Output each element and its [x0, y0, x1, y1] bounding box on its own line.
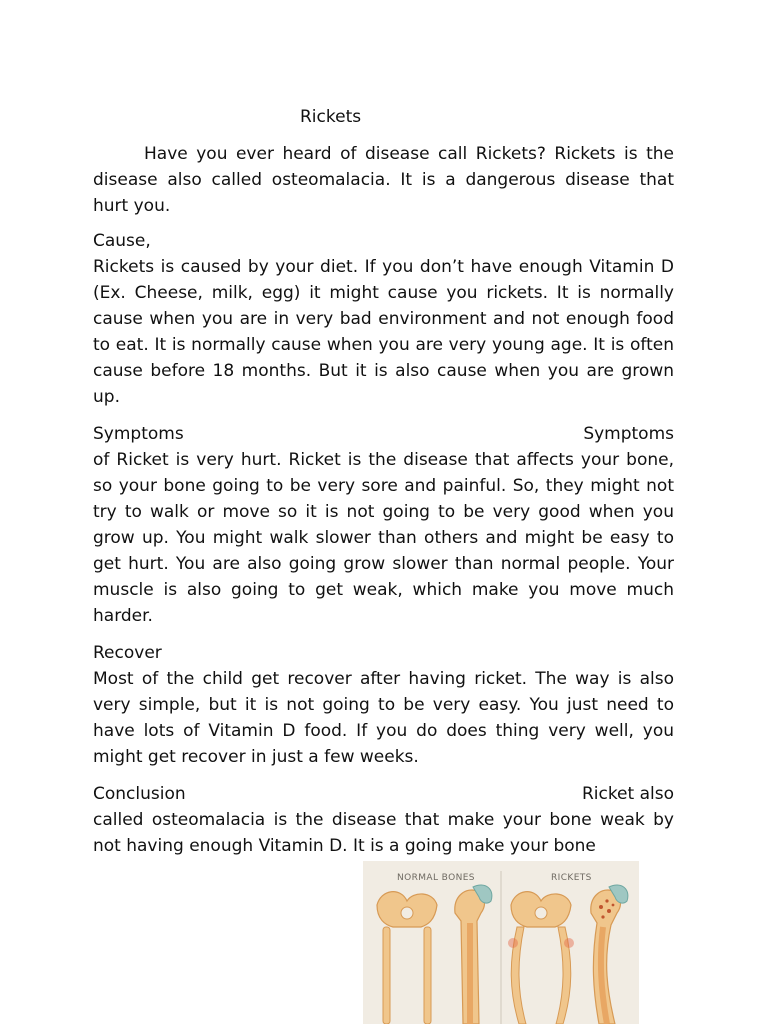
symptoms-lead-word: Symptoms — [583, 424, 674, 444]
symptoms-heading-line — [93, 421, 674, 447]
rickets-label: RICKETS — [551, 873, 592, 883]
conclusion-lead-words: Ricket also — [581, 784, 674, 804]
conclusion-heading-line — [93, 781, 674, 807]
rickets-skeleton-icon — [508, 892, 574, 1024]
symptoms-heading: Symptoms — [93, 424, 184, 444]
recover-heading: Recover — [93, 643, 162, 663]
conclusion-paragraph: called osteomalacia is the disease that make your bone weak by not having enough Vitamin D. It is a going make your bone — [93, 810, 674, 856]
rickets-femur-icon — [591, 885, 628, 1024]
normal-bones-label: NORMAL BONES — [397, 873, 475, 883]
normal-skeleton-icon — [377, 892, 437, 1024]
document-title: Rickets — [300, 107, 362, 127]
conclusion-heading: Conclusion — [93, 784, 186, 804]
recover-paragraph: Most of the child get recover after having ricket. The way is also very simple, but it is not going to be very easy. You just need to have lots of Vitamin D food. If you do does thing very well, you might get recover in just a few weeks. — [93, 669, 674, 767]
symptoms-paragraph: of Ricket is very hurt. Ricket is the disease that affects your bone, so your bone going to be very sore and painful. So, they might not try to walk or move so it is not going to be very good when you grow up. You might walk slower than others and might be easy to get hurt. You are also going grow slower than normal people. Your muscle is also going to get weak, which make you move much harder. — [93, 450, 674, 626]
normal-femur-icon — [455, 885, 492, 1024]
intro-paragraph: Have you ever heard of disease call Rickets? Rickets is the disease also called osteomalacia. It is a dangerous disease that hurt you. — [93, 144, 674, 216]
cause-paragraph: Rickets is caused by your diet. If you don’t have enough Vitamin D (Ex. Cheese, milk, egg) it might cause you rickets. It is normally cause when you are in very bad environment and not enough food to eat. It is normally cause when you are very young age. It is often cause before 18 months. But it is also cause when you are grown up. — [93, 257, 674, 407]
cause-heading: Cause, — [93, 231, 151, 251]
rickets-illustration — [363, 861, 639, 1024]
